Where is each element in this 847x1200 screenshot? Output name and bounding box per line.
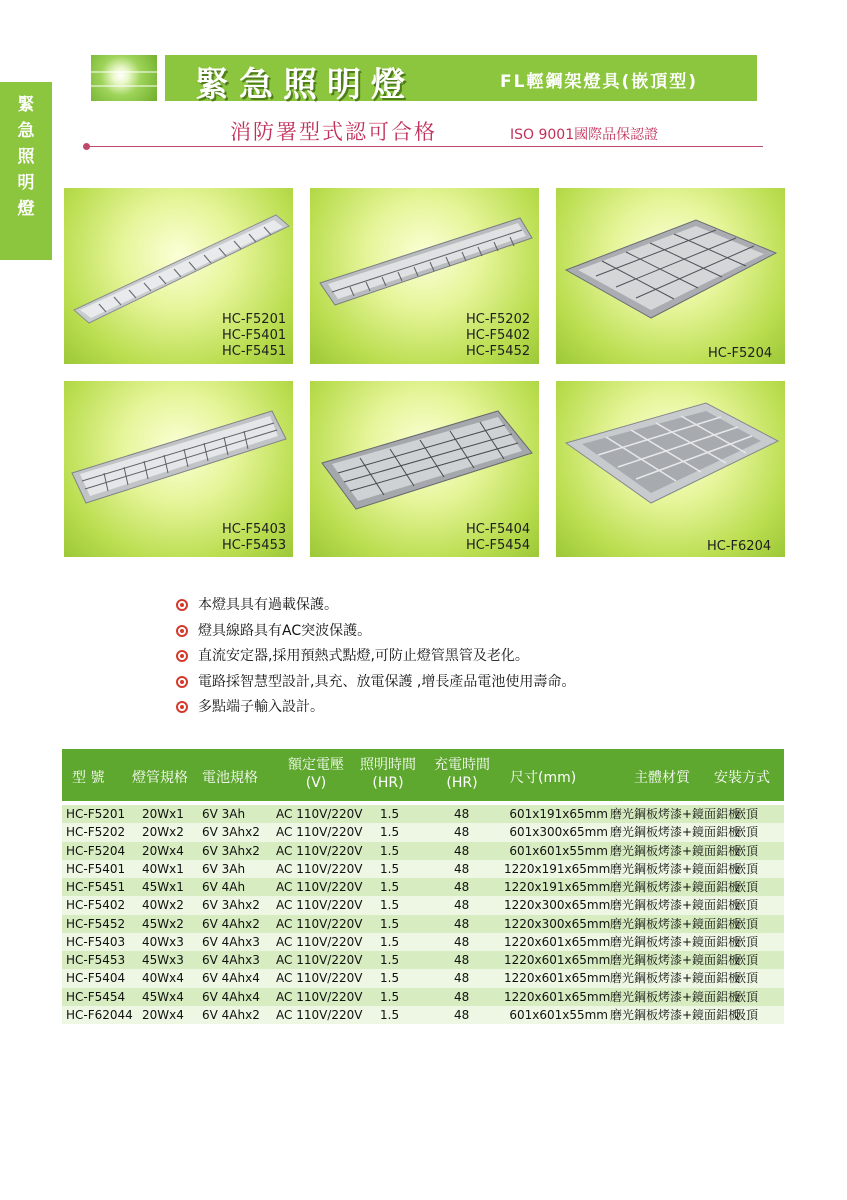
feature-item (176, 695, 575, 721)
cell-size: 1220x601x65mm (504, 971, 611, 986)
table-row (62, 823, 784, 841)
cell-size: 601x601x55mm (509, 1007, 608, 1022)
cell-material: 磨光鋼板烤漆+鏡面鋁板 (610, 880, 741, 894)
table-row (62, 969, 784, 987)
cell-model: HC-F5403 (66, 934, 126, 949)
cell-tube: 20Wx4 (142, 843, 184, 858)
cell-light: 1.5 (380, 934, 400, 949)
feature-text: 電路採智慧型設計,具充、放電保護 ,增長產品電池使用壽命。 (198, 673, 576, 690)
cell-charge: 48 (454, 1007, 470, 1022)
divider-line (86, 146, 763, 147)
cell-charge: 48 (454, 825, 470, 840)
table-row (62, 915, 784, 933)
model-label: HC-F5452 (466, 344, 531, 359)
side-tab-char: 燈 (17, 199, 35, 219)
cell-install: 嵌頂 (734, 989, 759, 1004)
cell-tube: 40Wx4 (142, 971, 184, 986)
cell-tube: 45Wx4 (142, 989, 184, 1004)
feature-list (176, 593, 575, 721)
cell-voltage: AC 110V/220V (276, 916, 363, 931)
cell-charge: 48 (454, 934, 470, 949)
feature-text: 本燈具具有過載保護。 (198, 597, 338, 613)
cell-voltage: AC 110V/220V (276, 971, 363, 986)
side-tab (0, 82, 52, 260)
cell-tube: 20Wx1 (142, 807, 184, 821)
cell-charge: 48 (454, 989, 470, 1004)
cell-light: 1.5 (380, 880, 400, 894)
cell-tube: 45Wx1 (142, 880, 184, 894)
iso-certification-text: ISO 9001國際品保認證 (510, 127, 659, 143)
side-tab-char: 急 (17, 121, 35, 141)
cell-install: 嵌頂 (734, 953, 759, 967)
page-title: 緊急照明燈 (195, 65, 415, 105)
model-label: HC-F5454 (466, 538, 531, 553)
cell-model: HC-F5402 (66, 898, 126, 913)
bullet-icon (176, 650, 188, 662)
model-label: HC-F5201 (222, 312, 287, 327)
cell-battery: 6V 4Ah (202, 880, 246, 894)
cell-install: 嵌頂 (734, 916, 759, 931)
feature-text: 多點端子輸入設計。 (198, 699, 324, 715)
cell-charge: 48 (454, 971, 470, 986)
cell-model: HC-F5404 (66, 971, 126, 986)
spec-table-header (62, 749, 784, 801)
feature-item (176, 644, 575, 670)
cell-battery: 6V 4Ahx4 (202, 989, 260, 1004)
cell-voltage: AC 110V/220V (276, 880, 363, 894)
cell-material: 磨光鋼板烤漆+鏡面鋁板 (610, 898, 741, 913)
model-label: HC-F5451 (222, 344, 287, 359)
feature-item (176, 619, 575, 645)
cell-light: 1.5 (380, 989, 400, 1004)
cell-battery: 6V 4Ahx3 (202, 934, 260, 949)
feature-text: 燈具線路具有AC突波保護。 (198, 622, 372, 639)
cell-size: 1220x191x65mm (504, 880, 611, 894)
table-row (62, 805, 784, 823)
header-light-line2: (HR) (372, 775, 404, 791)
cell-model: HC-F5401 (66, 861, 126, 876)
cell-light: 1.5 (380, 843, 400, 858)
table-row (62, 988, 784, 1006)
product-panel-3 (556, 188, 785, 364)
product-panel-2 (310, 188, 539, 364)
cell-model: HC-F5204 (66, 843, 126, 858)
model-label: HC-F5453 (222, 538, 287, 553)
cell-install: 吸頂 (734, 1007, 759, 1022)
cell-install: 嵌頂 (734, 861, 759, 876)
model-label: HC-F5403 (222, 522, 287, 537)
cell-install: 嵌頂 (734, 880, 759, 894)
cell-light: 1.5 (380, 953, 400, 967)
cell-voltage: AC 110V/220V (276, 934, 363, 949)
cell-material: 磨光鋼板烤漆+鏡面鋁板 (610, 843, 741, 858)
header-material: 主體材質 (634, 770, 690, 786)
header-light-line1: 照明時間 (360, 757, 416, 773)
cell-voltage: AC 110V/220V (276, 1007, 363, 1022)
cell-material: 磨光鋼板烤漆+鏡面鋁板 (610, 825, 741, 840)
cell-battery: 6V 4Ahx2 (202, 916, 260, 931)
table-row (62, 896, 784, 914)
cell-install: 嵌頂 (734, 807, 759, 821)
product-panel-5 (310, 381, 539, 557)
cell-material: 磨光鋼板烤漆+鏡面鋁板 (610, 989, 741, 1004)
header-charge-time (430, 756, 494, 792)
header-voltage-line2: (V) (305, 775, 327, 791)
header-install: 安裝方式 (714, 770, 770, 786)
table-row (62, 933, 784, 951)
cell-battery: 6V 3Ah (202, 861, 246, 876)
cell-battery: 6V 4Ahx3 (202, 953, 260, 967)
product-panel-6 (556, 381, 785, 557)
cell-model: HC-F62044 (66, 1007, 133, 1022)
cell-voltage: AC 110V/220V (276, 807, 363, 821)
cell-charge: 48 (454, 807, 470, 821)
cell-model: HC-F5454 (66, 989, 126, 1004)
side-tab-char: 照 (17, 147, 35, 167)
cell-model: HC-F5451 (66, 880, 126, 894)
cell-install: 嵌頂 (734, 971, 759, 986)
certification-text: 消防署型式認可合格 (230, 120, 437, 144)
cell-size: 601x601x55mm (509, 843, 608, 858)
cell-install: 嵌頂 (734, 934, 759, 949)
cell-voltage: AC 110V/220V (276, 898, 363, 913)
cell-light: 1.5 (380, 916, 400, 931)
cell-material: 磨光鋼板烤漆+鏡面鋁板 (610, 807, 741, 821)
title-banner (91, 55, 757, 105)
header-light-time (356, 756, 420, 792)
title-band (165, 55, 757, 105)
cell-battery: 6V 3Ahx2 (202, 843, 260, 858)
model-label: HC-F5402 (466, 328, 531, 343)
cell-voltage: AC 110V/220V (276, 989, 363, 1004)
side-tab-char: 明 (17, 173, 35, 193)
cell-voltage: AC 110V/220V (276, 825, 363, 840)
table-row (62, 860, 784, 878)
bullet-icon (176, 625, 188, 637)
model-label: HC-F5401 (222, 328, 287, 343)
cell-tube: 40Wx3 (142, 934, 184, 949)
cell-model: HC-F5453 (66, 953, 126, 967)
page-subtitle: FL輕鋼架燈具(嵌頂型) (500, 72, 698, 92)
cell-tube: 40Wx2 (142, 898, 184, 913)
surface-troffer-image (556, 381, 785, 557)
cell-install: 嵌頂 (734, 825, 759, 840)
square-troffer-image (556, 188, 785, 364)
cell-material: 磨光鋼板烤漆+鏡面鋁板 (610, 934, 741, 949)
bullet-icon (176, 599, 188, 611)
cell-light: 1.5 (380, 861, 400, 876)
header-battery: 電池規格 (202, 770, 258, 786)
cell-voltage: AC 110V/220V (276, 843, 363, 858)
cell-size: 601x191x65mm (509, 807, 608, 821)
cell-charge: 48 (454, 880, 470, 894)
cell-model: HC-F5202 (66, 825, 126, 840)
cell-material: 磨光鋼板烤漆+鏡面鋁板 (610, 861, 741, 876)
header-voltage (284, 756, 348, 792)
cell-material: 磨光鋼板烤漆+鏡面鋁板 (610, 953, 741, 967)
cell-material: 磨光鋼板烤漆+鏡面鋁板 (610, 971, 741, 986)
feature-text: 直流安定器,採用預熱式點燈,可防止燈管黑管及老化。 (198, 648, 529, 664)
cell-light: 1.5 (380, 971, 400, 986)
table-row (62, 951, 784, 969)
cell-model: HC-F5201 (66, 807, 126, 821)
bullet-icon (176, 701, 188, 713)
product-panel-4 (64, 381, 293, 557)
cell-install: 嵌頂 (734, 898, 759, 913)
model-label: HC-F5204 (708, 346, 773, 361)
cell-battery: 6V 4Ahx4 (202, 971, 260, 986)
cell-tube: 45Wx3 (142, 953, 184, 967)
cell-model: HC-F5452 (66, 916, 126, 931)
cell-material: 磨光鋼板烤漆+鏡面鋁板 (610, 916, 741, 931)
spec-table-body (62, 805, 784, 1024)
model-label: HC-F5202 (466, 312, 531, 327)
header-charge-line1: 充電時間 (434, 757, 490, 773)
cell-charge: 48 (454, 916, 470, 931)
header-tube: 燈管規格 (132, 770, 188, 786)
cell-light: 1.5 (380, 825, 400, 840)
cell-light: 1.5 (380, 898, 400, 913)
header-charge-line2: (HR) (446, 775, 478, 791)
cell-size: 601x300x65mm (509, 825, 608, 840)
cell-charge: 48 (454, 953, 470, 967)
cell-voltage: AC 110V/220V (276, 861, 363, 876)
light-burst-icon (91, 55, 157, 101)
model-label: HC-F6204 (707, 539, 772, 554)
cell-tube: 20Wx4 (142, 1007, 184, 1022)
side-tab-char: 緊 (17, 95, 35, 115)
cell-battery: 6V 3Ahx2 (202, 898, 260, 913)
cell-light: 1.5 (380, 807, 400, 821)
cell-tube: 40Wx1 (142, 861, 184, 876)
cell-battery: 6V 3Ah (202, 807, 246, 821)
cell-voltage: AC 110V/220V (276, 953, 363, 967)
cell-size: 1220x601x65mm (504, 989, 611, 1004)
cell-size: 1220x191x65mm (504, 861, 611, 876)
model-label: HC-F5404 (466, 522, 531, 537)
spec-table (62, 749, 784, 1024)
header-voltage-line1: 額定電壓 (288, 757, 344, 773)
cell-tube: 45Wx2 (142, 916, 184, 931)
cell-charge: 48 (454, 861, 470, 876)
cell-light: 1.5 (380, 1007, 400, 1022)
feature-item (176, 593, 575, 619)
table-row (62, 1006, 784, 1024)
cell-tube: 20Wx2 (142, 825, 184, 840)
cell-charge: 48 (454, 898, 470, 913)
table-row (62, 842, 784, 860)
cell-size: 1220x300x65mm (504, 916, 611, 931)
product-panel-1 (64, 188, 293, 364)
cell-battery: 6V 3Ahx2 (202, 825, 260, 840)
cell-material: 磨光鋼板烤漆+鏡面鋁板 (610, 1007, 741, 1022)
cell-battery: 6V 4Ahx2 (202, 1007, 260, 1022)
cell-size: 1220x601x65mm (504, 953, 611, 967)
cell-size: 1220x601x65mm (504, 934, 611, 949)
header-size: 尺寸(mm) (510, 770, 577, 786)
table-row (62, 878, 784, 896)
cell-size: 1220x300x65mm (504, 898, 611, 913)
feature-item (176, 670, 575, 696)
header-model: 型 號 (72, 770, 105, 786)
cell-charge: 48 (454, 843, 470, 858)
bullet-icon (176, 676, 188, 688)
cell-install: 嵌頂 (734, 843, 759, 858)
